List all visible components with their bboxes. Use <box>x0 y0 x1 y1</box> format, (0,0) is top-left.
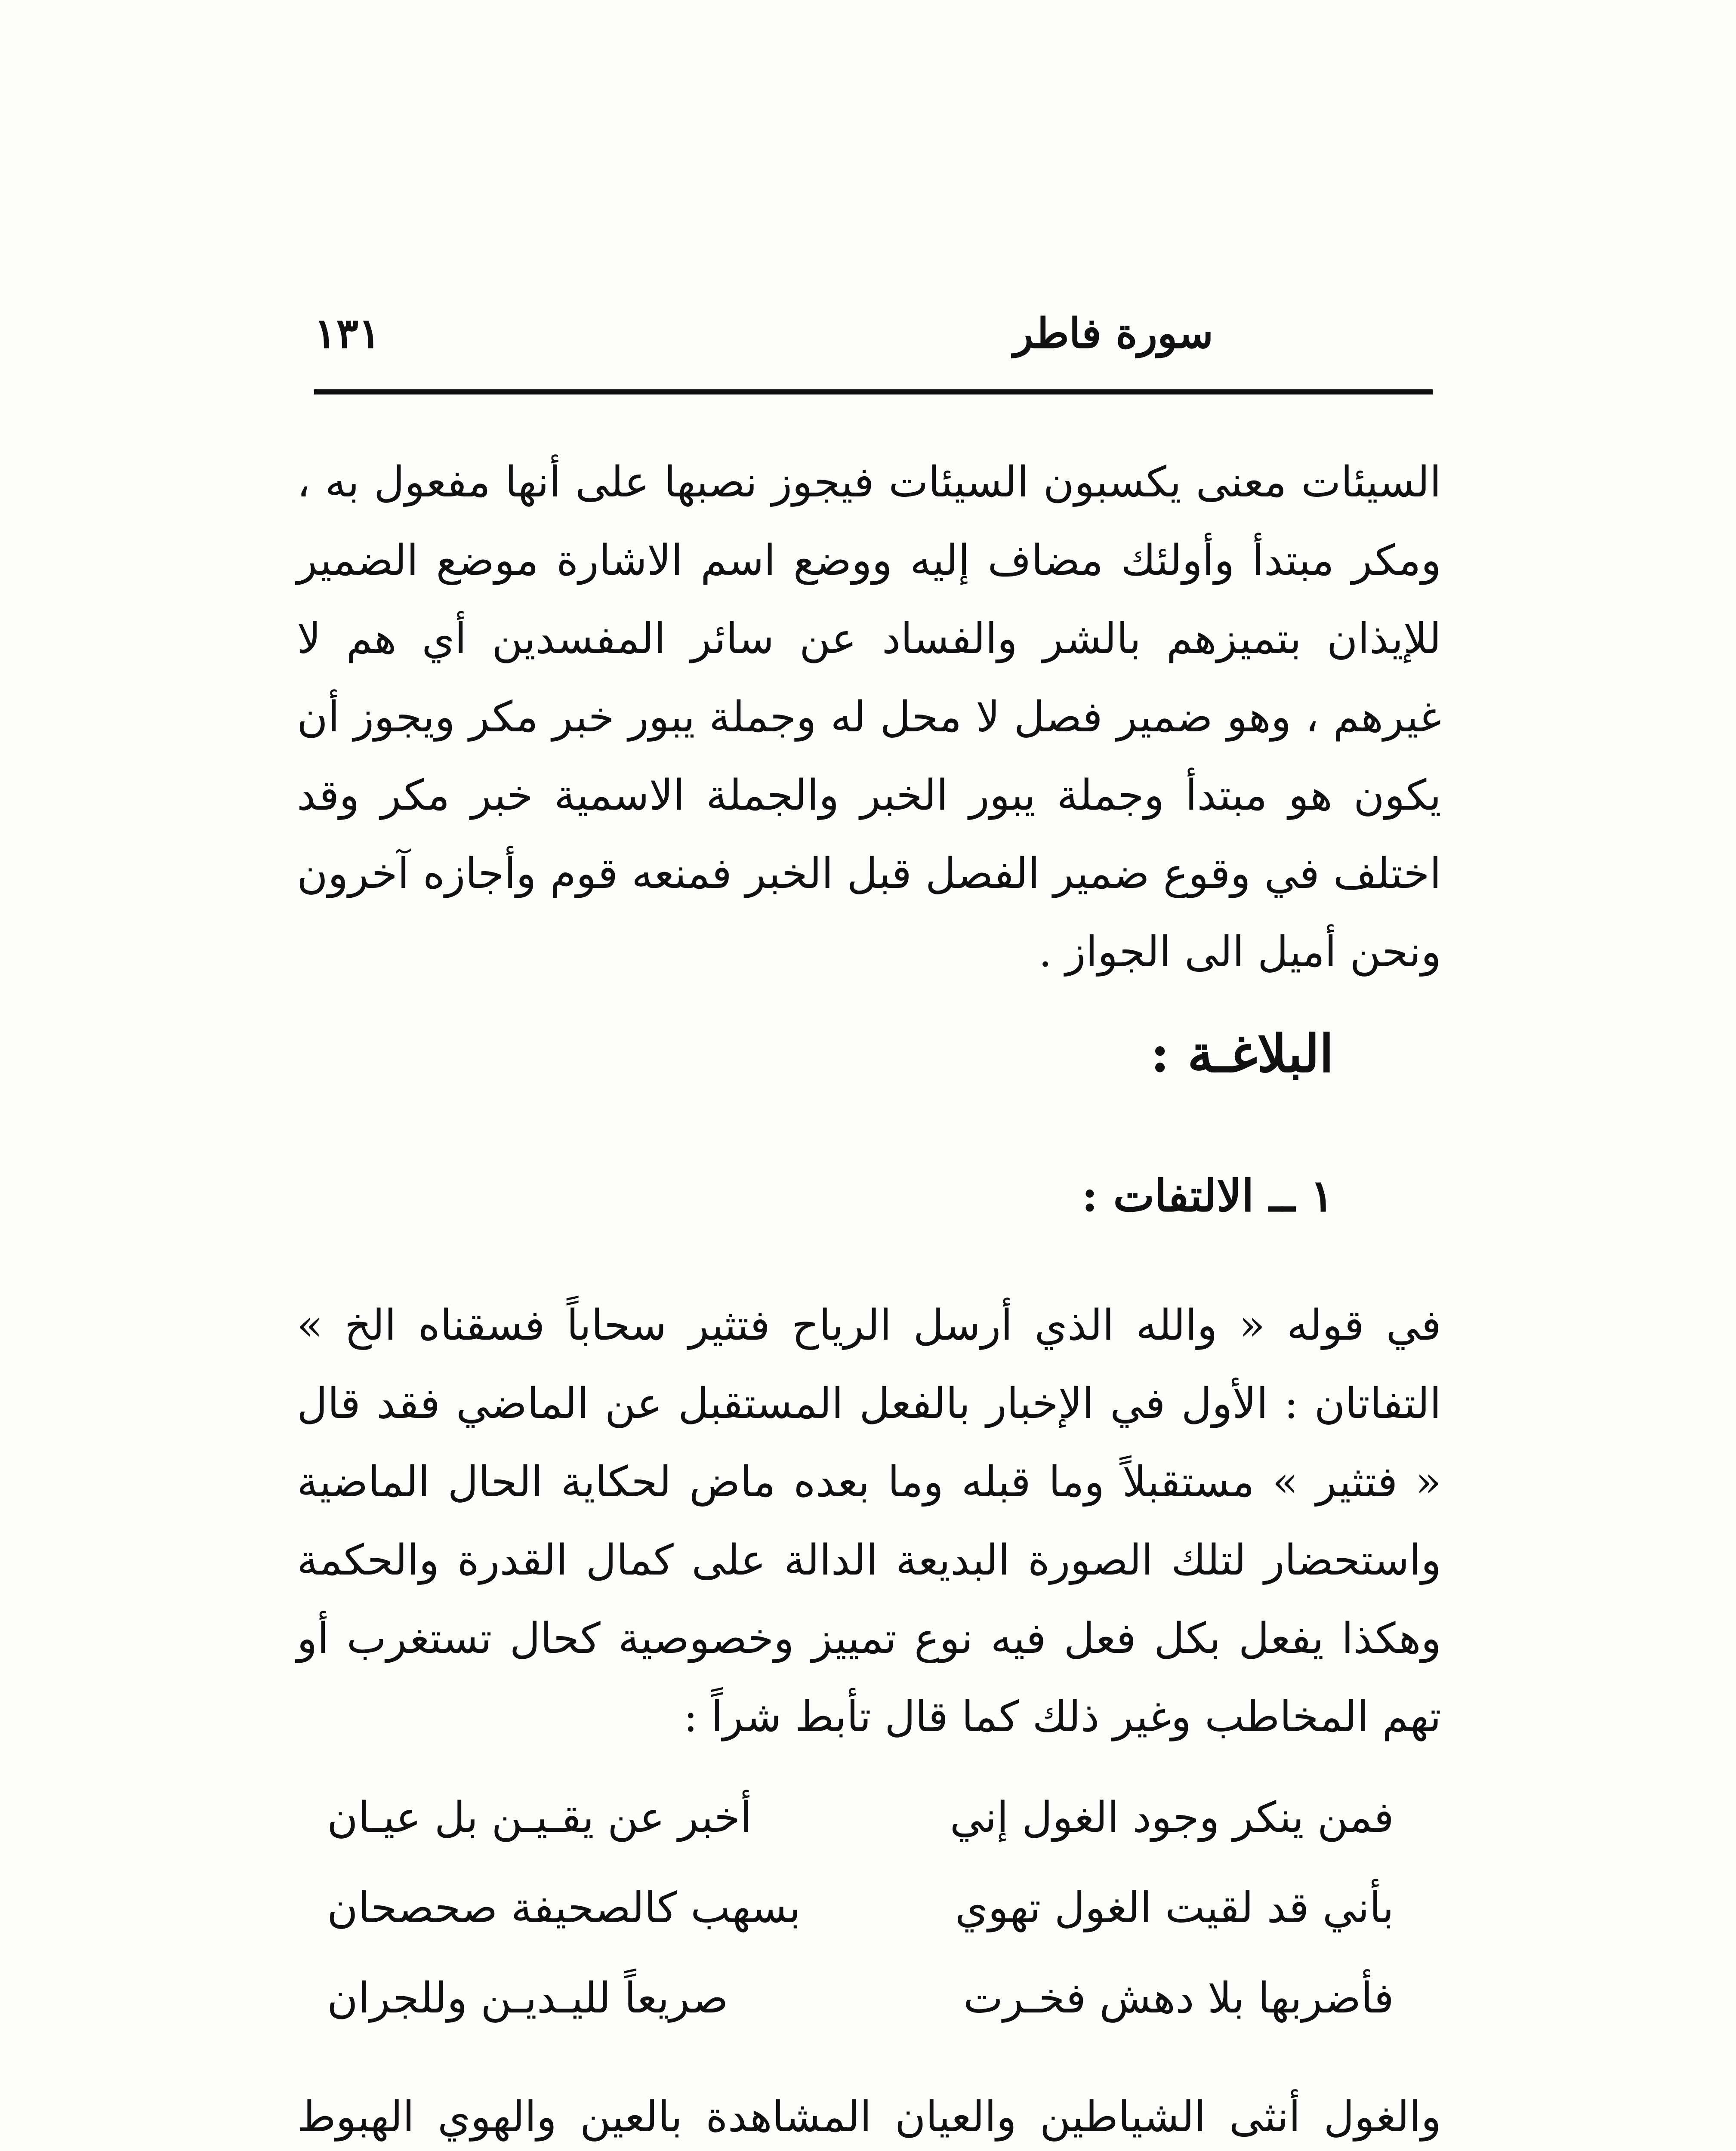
explanation-paragraph <box>297 2078 1441 2151</box>
subsection-heading: ١ ــ الالتفات : <box>1082 1170 1334 1222</box>
paragraph-text: السيئات معنى يكسبون السيئات فيجوز نصبها على أنها مفعول به ، ومكر مبتدأ وأولئك مضاف إليه ووضع اسم الاشارة موضع الضمير للإيذان بتميزهم بالشر والفساد عن سائر المفسدين أي هم لا غيرهم ، وهو ضمير فصل لا محل له وجملة يبور خبر مكر ويجوز أن يكون هو مبتدأ وجملة يبور الخبر والجملة الاسمية خبر مكر وقد اختلف في وقوع ضمير الفصل قبل الخبر فمنعه قوم وأجازه آخرون ونحن أميل الى الجواز . <box>297 458 1441 977</box>
grammar-paragraph <box>297 443 1441 991</box>
verse-line <box>327 1772 1394 1863</box>
section-heading: البلاغـة : <box>1150 1023 1334 1084</box>
verse-line <box>327 1863 1394 1953</box>
verse-second-hemistich: صريعاً لليـديـن وللجران <box>327 1974 728 2023</box>
surah-title: سورة فاطر <box>1013 309 1213 357</box>
verse-first-hemistich: فمن ينكر وجود الغول إني <box>950 1793 1394 1842</box>
verse-first-hemistich: فأضربها بلا دهش فخـرت <box>963 1974 1394 2023</box>
paragraph-text: والغول أنثى الشياطين والعيان المشاهدة بالعين والهوي الهبوط <box>297 2092 1441 2142</box>
page-number: ١٣١ <box>314 309 381 357</box>
poem-verses <box>327 1772 1394 2043</box>
rhetoric-paragraph <box>297 1286 1441 1756</box>
verse-second-hemistich: أخبر عن يقـيـن بل عيـان <box>327 1793 752 1842</box>
header-rule <box>314 389 1433 394</box>
verse-first-hemistich: بأني قد لقيت الغول تهوي <box>955 1883 1394 1932</box>
paragraph-text: في قوله « والله الذي أرسل الرياح فتثير سحاباً فسقناه الخ » التفاتان : الأول في الإخبار بالفعل المستقبل عن الماضي فقد قال « فتثير » مستقبلاً وما قبله وما بعده ماض لحكاية الحال الماضية واستحضار لتلك الصورة البديعة الدالة على كمال القدرة والحكمة وهكذا يفعل بكل فعل فيه نوع تمييز وخصوصية كحال تستغرب أو تهم المخاطب وغير ذلك كما قال تأبط شراً : <box>297 1301 1441 1741</box>
verse-line <box>327 1953 1394 2043</box>
verse-second-hemistich: بسهب كالصحيفة صحصحان <box>327 1883 801 1932</box>
running-header <box>314 301 1433 366</box>
